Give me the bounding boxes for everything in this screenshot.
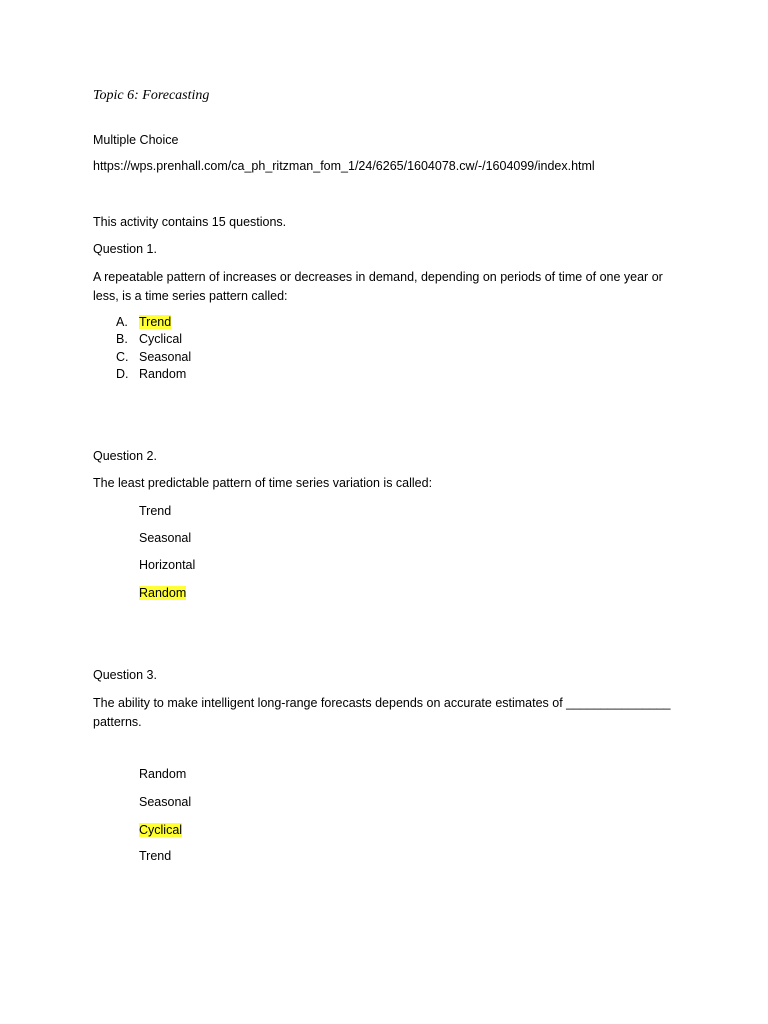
question-2-heading: Question 2. [93,449,157,463]
question-2-text: The least predictable pattern of time series variation is called: [93,476,433,490]
question-1-heading: Question 1. [93,242,157,256]
q3-option-1: Random [139,767,187,781]
q1-option-c [116,350,191,365]
activity-note: This activity contains 15 questions. [93,215,287,229]
q2-option-4-label: Random [139,586,187,600]
q3-option-3-label: Cyclical [139,823,183,837]
q3-option-4: Trend [139,849,172,863]
q2-option-3: Horizontal [139,558,196,572]
q1-option-b [116,332,182,347]
option-letter: A. [116,315,128,329]
q2-option-1: Trend [139,504,172,518]
question-3-text: The ability to make intelligent long-range forecasts depends on accurate estimates of _______________ patterns. [93,696,671,729]
q1-option-c-label: Seasonal [139,350,192,364]
q1-option-d [116,367,186,382]
section-label: Multiple Choice [93,133,179,147]
q3-option-2: Seasonal [139,795,192,809]
option-letter: C. [116,350,129,364]
question-1-text: A repeatable pattern of increases or decreases in demand, depending on periods of time of one year or less, is a time series pattern called: [93,270,663,303]
option-letter: D. [116,367,129,381]
source-url: https://wps.prenhall.com/ca_ph_ritzman_fom_1/24/6265/1604078.cw/-/1604099/index.html [93,159,595,173]
q3-option-3 [139,823,182,838]
q1-option-b-label: Cyclical [139,332,183,346]
q1-option-d-label: Random [139,367,187,381]
document-title: Topic 6: Forecasting [93,88,210,103]
question-3-heading: Question 3. [93,668,157,682]
option-letter: B. [116,332,128,346]
q2-option-2: Seasonal [139,531,192,545]
q2-option-4 [139,586,186,601]
q1-option-a [116,315,171,330]
q1-option-a-label: Trend [139,315,172,329]
